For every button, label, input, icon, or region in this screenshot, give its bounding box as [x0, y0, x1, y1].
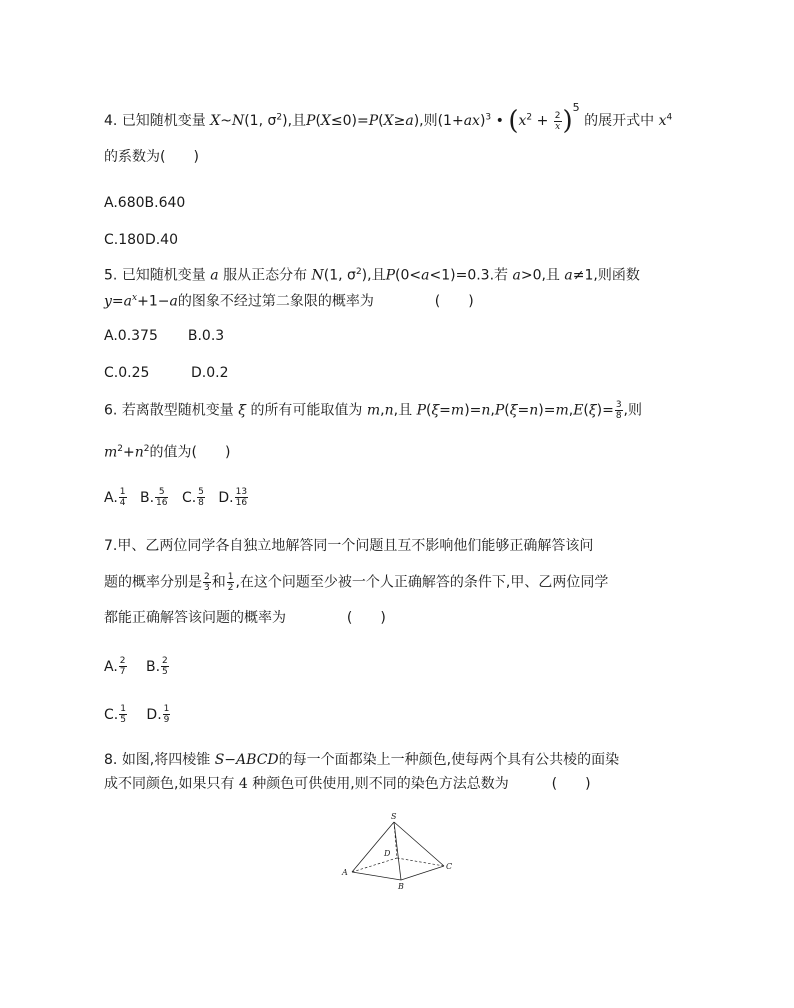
- vertex-label-c: C: [446, 862, 453, 871]
- q4-option-c: C.180: [104, 232, 145, 248]
- vertex-label-s: S: [391, 812, 397, 821]
- edge-bc: [401, 866, 444, 880]
- q6-option-c: C. $\frac{5}{8}$: [181, 487, 204, 508]
- q7-line1: 7.甲、乙两位同学各自独立地解答同一个问题且互不影响他们能够正确解答该问: [104, 538, 594, 554]
- q7-prob-a-fraction: $\frac{2}{3}$: [204, 572, 210, 593]
- vertex-label-b: B: [398, 882, 404, 891]
- pyramid-figure: [340, 812, 458, 892]
- q4-option-d: D.40: [144, 232, 178, 248]
- q7-option-d: D. $\frac{1}{9}$: [146, 704, 170, 725]
- edge-ab: [352, 872, 401, 880]
- q4-options-ab: [104, 193, 185, 213]
- q5-options-cd: [104, 363, 229, 383]
- q7-option-c: C. $\frac{1}{5}$: [104, 704, 126, 725]
- q4-option-a: A.680: [104, 195, 145, 211]
- q5-line2: $y=a^x+1-a$的图象不经过第二象限的概率为 ( ): [104, 293, 474, 310]
- q4-options-cd: [104, 230, 178, 250]
- q6-option-b: B. $\frac{5}{16}$: [139, 487, 168, 508]
- edge-sc: [394, 822, 444, 866]
- q8-line2: 成不同颜色,如果只有 4 种颜色可供使用,则不同的染色方法总数为 ( ): [104, 776, 591, 792]
- q5-line1: 5. 已知随机变量 a 服从正态分布 N(1, $\sigma^2$),且P(0<a<1)=0.3.若 a>0,且 a≠1,则函数: [104, 267, 640, 284]
- edge-sa: [352, 822, 394, 872]
- q5-options-ab: [104, 326, 224, 346]
- q4-fraction: $\frac{2}{x}$: [554, 110, 561, 132]
- edge-ad: [352, 858, 397, 872]
- q7-options-cd: [104, 704, 171, 725]
- q8-line1: 8. 如图,将四棱锥 S−ABCD的每一个面都染上一种颜色,使每两个具有公共棱的面染: [104, 752, 620, 768]
- q4-option-b: B.640: [144, 195, 186, 211]
- q7-option-a: A. $\frac{2}{7}$: [104, 656, 126, 677]
- q5-option-d: D.0.2: [191, 365, 229, 381]
- edge-sb: [394, 822, 401, 880]
- q6-option-d: D. $\frac{13}{16}$: [218, 487, 248, 508]
- q7-line2: 题的概率分别是 $\frac{2}{3}$ 和 $\frac{1}{2}$ ,在这个问题至少被一个人正确解答的条件下,甲、乙两位同学: [104, 572, 609, 593]
- q6-line2: $m^2+n^2$的值为( ): [104, 444, 231, 461]
- q7-prob-b-fraction: $\frac{1}{2}$: [227, 572, 234, 593]
- q7-line3: 都能正确解答该问题的概率为 ( ): [104, 610, 386, 626]
- q6-line1: 6. 若离散型随机变量 ξ 的所有可能取值为 m,n,且 P(ξ=m)=n,P(ξ=n)=m,E(ξ)= $\frac{3}{8}$ ,则: [104, 400, 642, 421]
- q4-line1: 4. 已知随机变量 X~N(1, $\sigma^2$),且P(X≤0)=P(X≥a),则$(1+ax)^3$ • ($x^2$ + $\frac{2}{x}$ )$^5$ 的展开式中 $x^4$: [104, 101, 673, 136]
- q6-expectation-fraction: $\frac{3}{8}$: [615, 400, 622, 421]
- edge-dc: [397, 858, 444, 866]
- q5-option-c: C.0.25: [104, 365, 150, 381]
- q6-options: [104, 487, 249, 508]
- q7-option-b: B. $\frac{2}{5}$: [145, 656, 168, 677]
- vertex-label-a: A: [342, 868, 348, 877]
- q4-line2: 的系数为( ): [104, 149, 199, 165]
- q7-options-ab: [104, 656, 170, 677]
- vertex-label-d: D: [384, 849, 391, 858]
- q5-option-a: A.0.375: [104, 328, 158, 344]
- q5-option-b: B.0.3: [187, 328, 225, 344]
- q6-option-a: A. $\frac{1}{4}$: [104, 487, 126, 508]
